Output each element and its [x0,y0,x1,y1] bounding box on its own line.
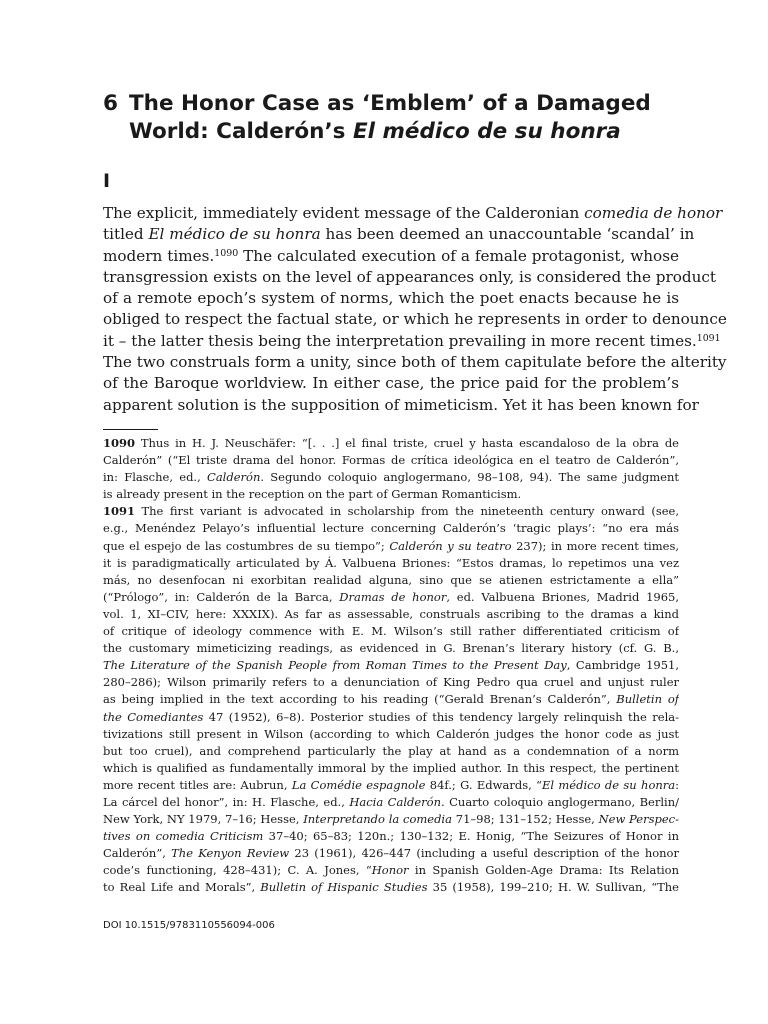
footnotes [103,435,679,897]
footnote-1090: 1090 Thus in H. J. Neuschäfer: “[. . .] el final triste, cruel y hasta escandaloso de la obra de Calderón” (“El triste drama del honor. Formas de crítica ideológica en el teatro de Calderón”, in: Flasche, ed., Calderón. Segundo coloquio anglogermano, 98–108, 94). The same judgment is already present in the reception on the part of German Romanticism. [103,436,679,502]
body-line: apparent solution is the supposition of mimeticism. Yet it has been known for [103,395,699,414]
footnote-divider [103,429,158,430]
doi-identifier[interactable]: DOI 10.1515/9783110556094-006 [103,920,275,931]
footnote-number: 1091 [103,504,136,519]
body-line: of the Baroque worldview. In either case, the price paid for the problem’s [103,374,679,393]
body-line: The two construals form a unity, since both of them capitulate before the alterity [103,353,727,372]
body-line: it – the latter thesis being the interpretation prevailing in more recent times.$^{1091}$ [103,331,721,350]
body-line: transgression exists on the level of appearances only, is considered the product [103,267,716,286]
body-line: of a remote epoch’s system of norms, which the poet enacts because he is [103,289,679,308]
section-numeral: I [103,170,111,192]
footnote-ref-1091[interactable]: 1091 [696,332,721,344]
footnote-ref-1090[interactable]: 1090 [214,247,239,259]
play-title: El médico de su honra [352,119,621,144]
body-line: titled El médico de su honra has been deemed an unaccountable ‘scandal’ in [103,225,695,244]
chapter-title-line-1: The Honor Case as ‘Emblem’ of a Damaged [129,91,651,116]
chapter-number: 6 [103,91,118,116]
body-line: The explicit, immediately evident message of the Calderonian comedia de honor [103,204,723,222]
footnote-1091: 1091 The first variant is advocated in scholarship from the nineteenth century onward (see, e.g., Menéndez Pelayo’s influential lecture concerning Calderón’s ‘tragic plays’: “no era más que el espejo de las costumbres de su tiempo”; Calderón y su teatro 237); in more recent times, it is paradigmatically articulated by Á. Valbuena Briones: “Estos dramas, lo repetimos una vez más, no desenfocan ni exorbitan realidad alguna, sino que se atienen estrictamente a ella” (“Prólogo”, in: Calderón de la Barca, Dramas de honor, ed. Valbuena Briones, Madrid 1965, vol. 1, XI–CIV, here: XXXIX). As far as assessable, construals ascribing to the dramas a kind of critique of ideology commence with E. M. Wilson’s still rather differentiated criticism of the customary mimeticizing readings, as evidenced in G. Brenan’s literary history (cf. G. B., The Literature of the Spanish People from Roman Times to the Present Day, Cambridge 1951, 280–286); Wilson primarily refers to a denunciation of King Pedro qua cruel and unjust ruler as being implied in the text according to his reading (“Gerald Brenan’s Calderón”, Bulletin of the Comediantes 47 (1952), 6–8). Posterior studies of this tendency largely relinquish the rela- tivizations still present in Wilson (according to which Calderón judges the honor code as just but too cruel), and comprehend particularly the play at hand as a condemnation of a norm which is qualified as fundamentally immoral by the implied author. In this respect, the pertinent more recent titles are: Aubrun, La Comédie espagnole 84f.; G. Edwards, “El médico de su honra: La cárcel del honor”, in: H. Flasche, ed., Hacia Calderón. Cuarto coloquio anglogermano, Berlin/ New York, NY 1979, 7–16; Hesse, Interpretando la comedia 71–98; 131–152; Hesse, New Perspec- tives on comedia Criticism 37–40; 65–83; 120n.; 130–132; E. Honig, “The Seizures of Honor in Calderón”, The Kenyon Review 23 (1961), 426–447 (including a useful description of the honor code’s functioning, 428–431); C. A. Jones, “Honor in Spanish Golden-Age Drama: Its Relation to Real Life and Morals”, Bulletin of Hispanic Studies 35 (1958), 199–210; H. W. Sullivan, “The [103,504,679,895]
body-line: modern times.$^{1090}$ The calculated execution of a female protagonist, whose [103,246,679,265]
footnote-number: 1090 [103,436,136,450]
chapter-title-line-2: World: Calderón’s El médico de su honra [129,119,621,144]
body-line: obliged to respect the factual state, or which he represents in order to denounce [103,310,727,329]
body-paragraph [103,203,727,416]
